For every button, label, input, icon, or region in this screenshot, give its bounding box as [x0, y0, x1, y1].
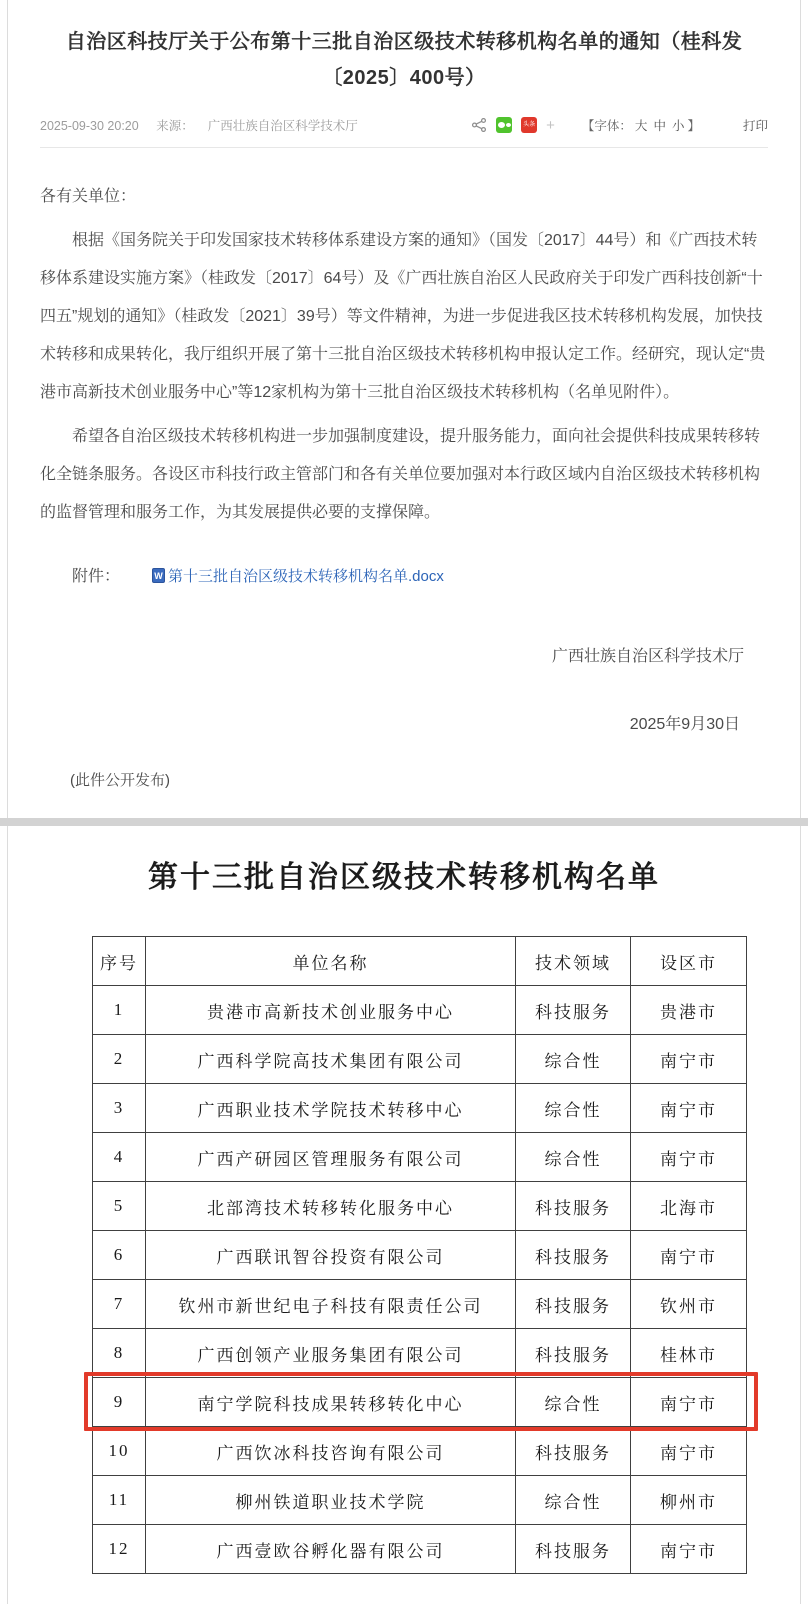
toutiao-icon[interactable]: 头条 — [521, 117, 537, 133]
plus-icon[interactable]: + — [546, 116, 555, 134]
source-text: 来源： 广西壮族自治区科学技术厅 — [156, 119, 358, 133]
cell-tech-field: 科技服务 — [516, 1231, 631, 1280]
cell-index: 5 — [93, 1182, 146, 1231]
cell-org-name: 广西职业技术学院技术转移中心 — [146, 1084, 516, 1133]
cell-city: 柳州市 — [631, 1476, 747, 1525]
cell-city: 南宁市 — [631, 1133, 747, 1182]
attachment-row — [40, 558, 768, 598]
cell-index: 2 — [93, 1035, 146, 1084]
cell-org-name: 南宁学院科技成果转移转化中心 — [146, 1378, 516, 1427]
cell-tech-field: 综合性 — [516, 1133, 631, 1182]
cell-org-name: 柳州铁道职业技术学院 — [146, 1476, 516, 1525]
cell-city: 北海市 — [631, 1182, 747, 1231]
cell-index: 4 — [93, 1133, 146, 1182]
cell-city: 贵港市 — [631, 986, 747, 1035]
meta-bar — [40, 116, 768, 148]
cell-tech-field: 科技服务 — [516, 1280, 631, 1329]
font-size-small[interactable]: 小 — [671, 119, 685, 133]
col-header-index: 序号 — [93, 937, 146, 986]
body-paragraph: 希望各自治区级技术转移机构进一步加强制度建设，提升服务能力，面向社会提供科技成果转移转化全链条服务。各设区市科技行政主管部门和各有关单位要加强对本行政区域内自治区级技术转移机构的监督管理和服务工作，为其发展提供必要的支撑保障。 — [40, 428, 761, 521]
cell-tech-field: 科技服务 — [516, 1182, 631, 1231]
cell-city: 南宁市 — [631, 1231, 747, 1280]
cell-tech-field: 科技服务 — [516, 1427, 631, 1476]
cell-org-name: 广西科学院高技术集团有限公司 — [146, 1035, 516, 1084]
cell-city: 钦州市 — [631, 1280, 747, 1329]
col-header-org-name: 单位名称 — [146, 937, 516, 986]
cell-org-name: 广西壹欧谷孵化器有限公司 — [146, 1525, 516, 1574]
table-row — [93, 1280, 747, 1329]
body-paragraph: 根据《国务院关于印发国家技术转移体系建设方案的通知》（国发〔2017〕44号）和《广西技术转移体系建设实施方案》（桂政发〔2017〕64号）及《广西壮族自治区人民政府关于印发广西科技创新“十四五”规划的通知》（桂政发〔2021〕39号）等文件精神，为进一步促进我区技术转移机构发展，加快技术转移和成果转化，我厅组织开展了第十三批自治区级技术转移机构申报认定工作。经研究，现认定“贵港市高新技术创业服务中心”等12家机构为第十三批自治区级技术转移机构（名单见附件）。 — [40, 232, 766, 401]
cell-tech-field: 综合性 — [516, 1476, 631, 1525]
cell-tech-field: 科技服务 — [516, 1525, 631, 1574]
table-header-row — [93, 937, 747, 986]
cell-city: 南宁市 — [631, 1035, 747, 1084]
cell-city: 南宁市 — [631, 1084, 747, 1133]
public-release-note: (此件公开发布) — [70, 772, 170, 789]
attachment-preview — [7, 826, 801, 1604]
print-button[interactable]: 打印 — [742, 119, 768, 133]
table-row — [93, 1084, 747, 1133]
cell-org-name: 广西产研园区管理服务有限公司 — [146, 1133, 516, 1182]
table-row — [93, 1476, 747, 1525]
cell-index: 1 — [93, 986, 146, 1035]
notice-article — [7, 0, 801, 818]
cell-city: 南宁市 — [631, 1427, 747, 1476]
cell-org-name: 贵港市高新技术创业服务中心 — [146, 986, 516, 1035]
cell-index: 7 — [93, 1280, 146, 1329]
cell-city: 南宁市 — [631, 1525, 747, 1574]
cell-tech-field: 综合性 — [516, 1035, 631, 1084]
table-row — [93, 1231, 747, 1280]
table-row — [93, 1133, 747, 1182]
cell-tech-field: 科技服务 — [516, 1329, 631, 1378]
word-doc-icon — [120, 560, 165, 598]
cell-org-name: 钦州市新世纪电子科技有限责任公司 — [146, 1280, 516, 1329]
cell-org-name: 广西创领产业服务集团有限公司 — [146, 1329, 516, 1378]
col-header-tech-field: 技术领域 — [516, 937, 631, 986]
attachment-link[interactable]: 第十三批自治区级技术转移机构名单.docx — [168, 568, 444, 585]
table-row — [93, 1035, 747, 1084]
section-divider — [0, 818, 808, 826]
cell-index: 9 — [93, 1378, 146, 1427]
meta-right — [471, 116, 768, 134]
meta-left — [40, 116, 386, 134]
cell-index: 8 — [93, 1329, 146, 1378]
table-row — [93, 1525, 747, 1574]
institutions-table-wrap — [92, 936, 748, 1574]
issue-date: 2025年9月30日 — [629, 716, 740, 733]
font-size-control: 【字体： 大 中 小 】 — [581, 119, 700, 133]
cell-tech-field: 综合性 — [516, 1378, 631, 1427]
table-row — [93, 1329, 747, 1378]
cell-index: 12 — [93, 1525, 146, 1574]
table-row — [93, 986, 747, 1035]
cell-index: 11 — [93, 1476, 146, 1525]
cell-tech-field: 科技服务 — [516, 986, 631, 1035]
table-row — [93, 1182, 747, 1231]
institutions-table — [92, 936, 747, 1574]
article-body — [8, 148, 800, 800]
publish-datetime: 2025-09-30 20:20 — [40, 119, 139, 133]
attachment-label: 附件： — [72, 568, 121, 585]
attachment-doc-title: 第十三批自治区级技术转移机构名单 — [148, 861, 660, 894]
cell-city: 南宁市 — [631, 1378, 747, 1427]
cell-index: 10 — [93, 1427, 146, 1476]
cell-index: 6 — [93, 1231, 146, 1280]
cell-org-name: 广西饮冰科技咨询有限公司 — [146, 1427, 516, 1476]
col-header-city: 设区市 — [631, 937, 747, 986]
cell-tech-field: 综合性 — [516, 1084, 631, 1133]
font-size-large[interactable]: 大 — [634, 119, 648, 133]
salutation: 各有关单位： — [40, 188, 137, 205]
cell-org-name: 北部湾技术转移转化服务中心 — [146, 1182, 516, 1231]
wechat-icon[interactable] — [496, 117, 512, 133]
issuer-signature: 广西壮族自治区科学技术厅 — [551, 648, 744, 665]
share-nodes-icon[interactable] — [471, 117, 487, 133]
cell-org-name: 广西联讯智谷投资有限公司 — [146, 1231, 516, 1280]
page-title: 自治区科技厅关于公布第十三批自治区级技术转移机构名单的通知（桂科发〔2025〕400号） — [65, 31, 743, 89]
svg-text:W: W — [154, 571, 163, 581]
cell-index: 3 — [93, 1084, 146, 1133]
font-size-medium[interactable]: 中 — [653, 119, 666, 133]
table-row — [93, 1427, 747, 1476]
table-row — [93, 1378, 747, 1427]
cell-city: 桂林市 — [631, 1329, 747, 1378]
